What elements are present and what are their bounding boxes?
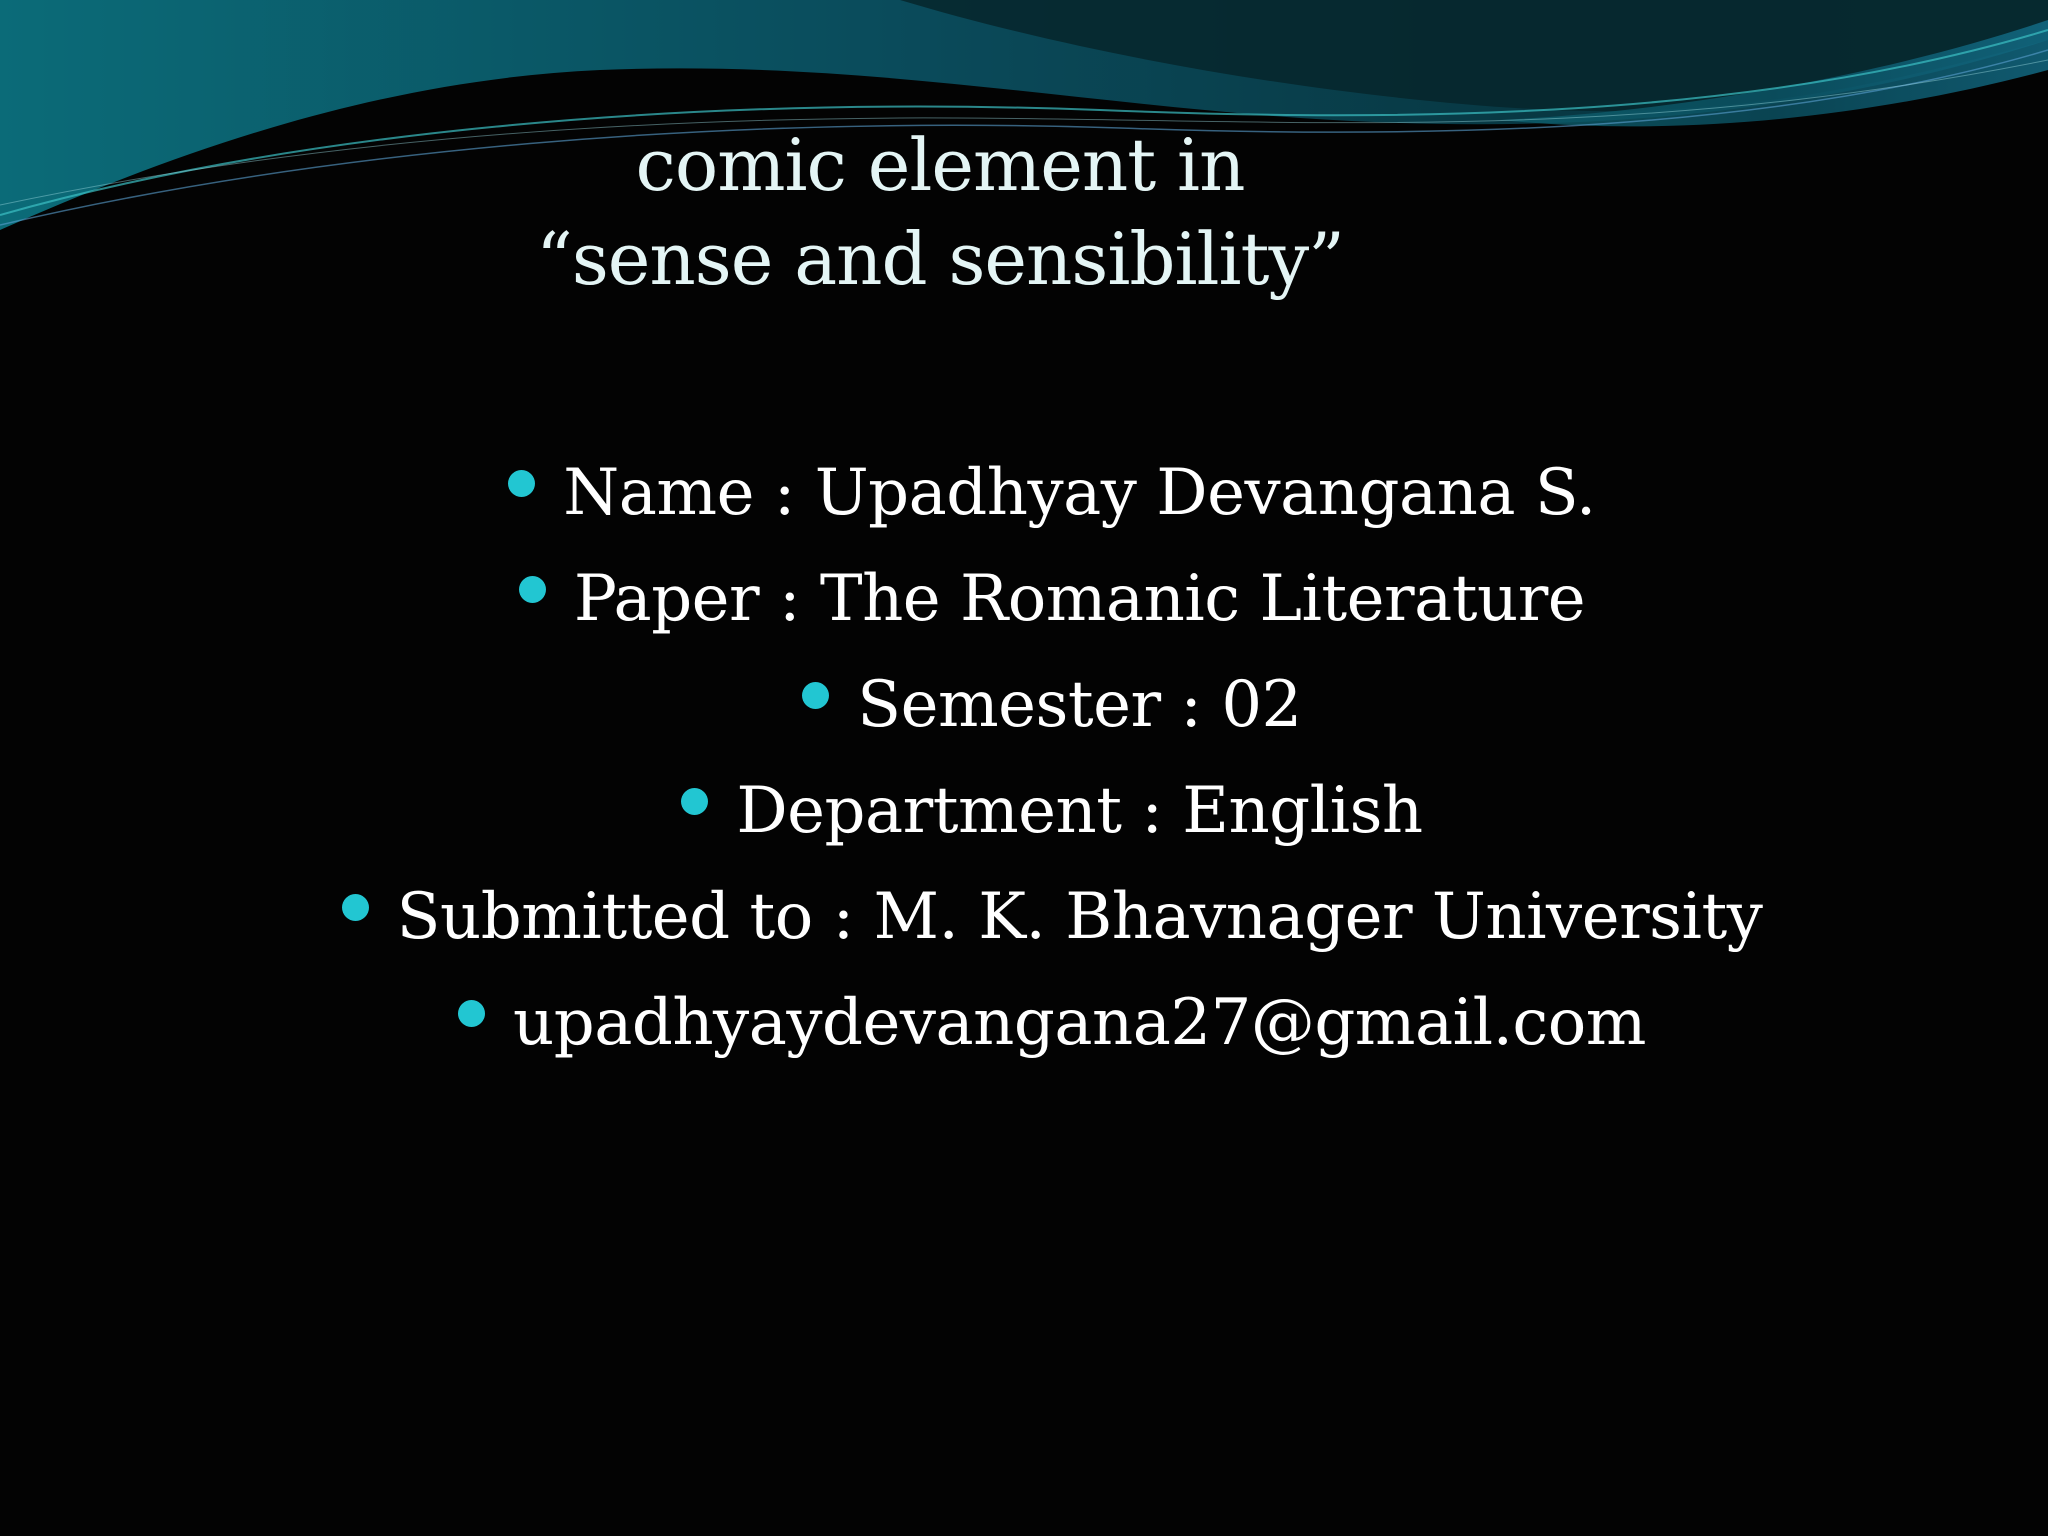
bullet-department xyxy=(0,758,2048,864)
details-bullet-list xyxy=(0,440,2048,1076)
bullet-paper-text: Paper : The Romanic Literature xyxy=(573,562,1586,636)
bullet-semester-text: Semester : 02 xyxy=(857,668,1302,742)
bullet-department-text: Department : English xyxy=(736,774,1423,848)
bullet-dot-icon xyxy=(508,470,535,497)
title-line-2: “sense and sensibility” xyxy=(536,217,1344,301)
title-line-1: comic element in xyxy=(635,123,1245,207)
bullet-dot-icon xyxy=(802,682,829,709)
bullet-email xyxy=(0,970,2048,1076)
slide-title xyxy=(0,118,1880,306)
bullet-email-text: upadhyaydevangana27@gmail.com xyxy=(513,986,1646,1060)
bullet-dot-icon xyxy=(681,788,708,815)
bullet-dot-icon xyxy=(342,894,369,921)
bullet-paper xyxy=(0,546,2048,652)
bullet-name xyxy=(0,440,2048,546)
bullet-submitted-to xyxy=(0,864,2048,970)
bullet-dot-icon xyxy=(458,1000,485,1027)
bullet-name-text: Name : Upadhyay Devangana S. xyxy=(563,456,1596,530)
bullet-semester xyxy=(0,652,2048,758)
bullet-dot-icon xyxy=(519,576,546,603)
bullet-submitted-to-text: Submitted to : M. K. Bhavnager University xyxy=(396,880,1763,954)
